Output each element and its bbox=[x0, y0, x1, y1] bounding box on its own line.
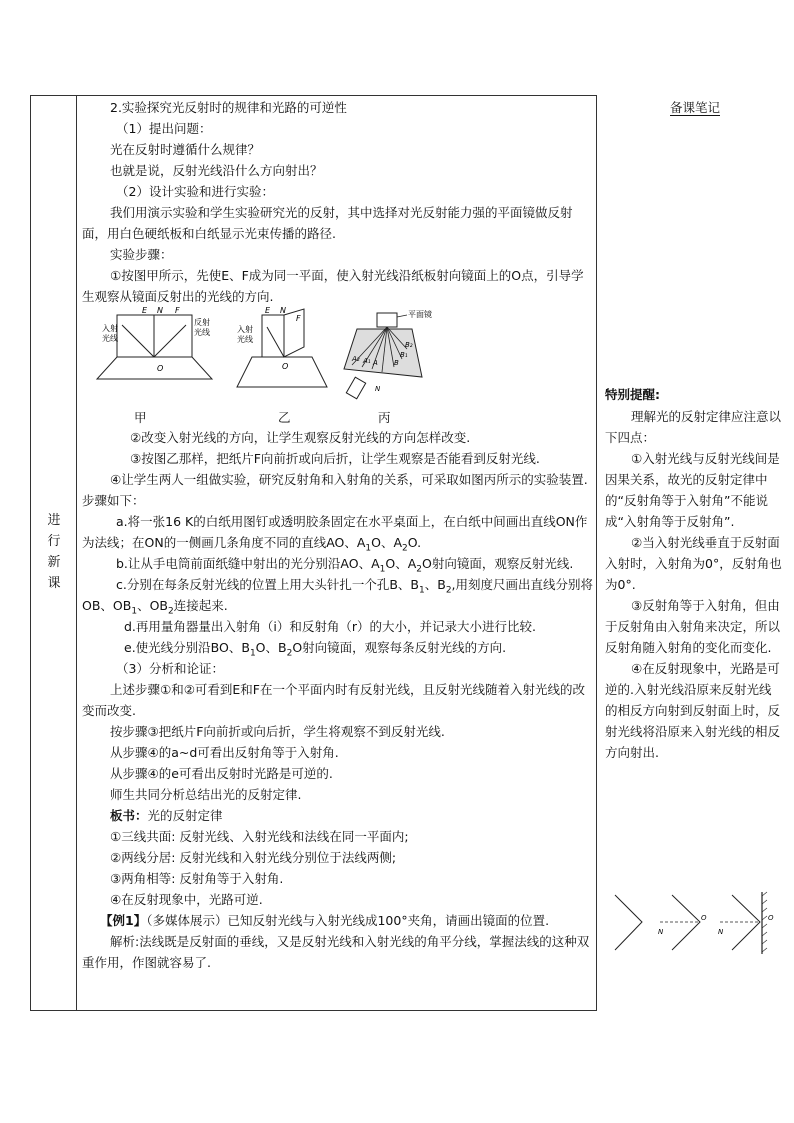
prep-notes-column bbox=[605, 97, 785, 118]
label-E: E bbox=[142, 307, 148, 315]
board-writing: 板书：光的反射定律 bbox=[110, 808, 223, 823]
label-E-2: E bbox=[265, 307, 271, 315]
heading: 2.实验探究光反射时的规律和光路的可逆性 bbox=[110, 100, 347, 115]
tip-1: ①入射光线与反射光线间是因果关系，故光的反射定律中的“反射角等于入射角”不能说成“入射角等于反射角”. bbox=[605, 451, 780, 529]
law-4: ④在反射现象中，光路可逆. bbox=[110, 892, 263, 907]
label-F-2: F bbox=[296, 314, 301, 323]
table-left-border bbox=[30, 95, 31, 1010]
table-right-border bbox=[596, 95, 597, 1010]
figure-labels bbox=[82, 407, 595, 427]
label-in-light-b2: 光线 bbox=[237, 335, 253, 344]
law-1: ①三线共面: 反射光线、入射光线和法线在同一平面内; bbox=[110, 829, 409, 844]
label-B2: B₂ bbox=[405, 341, 413, 349]
tips-title: 特别提醒: bbox=[605, 387, 660, 402]
analysis-1: 上述步骤①和②可看到E和F在一个平面内时有反射光线，且反射光线随着入射光线的改变而改变. bbox=[82, 682, 586, 718]
label-in-light-2: 光线 bbox=[102, 334, 118, 343]
question-1: 光在反射时遵循什么规律？ bbox=[110, 142, 261, 157]
label-ref-light: 反射 bbox=[194, 318, 210, 327]
figure-label-bing: 丙 bbox=[378, 410, 391, 425]
law-3: ③两角相等: 反射角等于入射角. bbox=[110, 871, 284, 886]
figure-label-yi: 乙 bbox=[278, 410, 291, 425]
tip-intro: 理解光的反射定律应注意以下四点： bbox=[605, 409, 782, 445]
figure-label-jia: 甲 bbox=[134, 410, 147, 425]
experiment-diagram bbox=[82, 307, 595, 407]
label-N-2: N bbox=[280, 307, 286, 315]
table-top-border bbox=[30, 95, 597, 96]
experiment-figures bbox=[82, 307, 595, 407]
table-column-divider bbox=[76, 95, 77, 1010]
step-4c: c.分别在每条反射光线的位置上用大头针扎一个孔B、$B_1$、$B_2$,用刻度尺画出直线分别将OB、$OB_1$、$OB_2$连接起来. bbox=[82, 577, 594, 617]
section-2-title: （2）设计实验和进行实验： bbox=[116, 184, 274, 199]
step-2: ②改变入射光线的方向，让学生观察反射光线的方向怎样改变. bbox=[130, 430, 471, 445]
label-A2: A₂ bbox=[352, 355, 360, 363]
section-3-title: （3）分析和论证： bbox=[116, 661, 224, 676]
diagram-step-3 bbox=[718, 892, 774, 954]
analysis-2: 按步骤③把纸片F向前折或向后折，学生将观察不到反射光线. bbox=[110, 724, 445, 739]
label-O-right-1: O bbox=[701, 914, 707, 922]
figure-yi bbox=[237, 307, 327, 387]
figure-bing bbox=[344, 309, 432, 399]
label-O-2: O bbox=[282, 362, 289, 371]
figure-jia bbox=[97, 307, 212, 379]
step-4: ④让学生两人一组做实验，研究反射角和入射角的关系，可采取如图丙所示的实验装置.步骤如下： bbox=[82, 472, 588, 508]
label-mirror: 平面镜 bbox=[408, 310, 432, 319]
label-A: A bbox=[373, 359, 378, 367]
label-N-3: N bbox=[375, 385, 381, 393]
section-label: 进 行 新 课 bbox=[47, 513, 61, 591]
analysis-3: 从步骤④的a~d可看出反射角等于入射角. bbox=[110, 745, 339, 760]
step-4e: e.使光线分别沿BO、$B_1O$、$B_2O$射向镜面，观察每条反射光线的方向. bbox=[124, 640, 507, 659]
tips-content bbox=[605, 406, 783, 763]
label-B: B bbox=[394, 359, 399, 367]
analysis-4: 从步骤④的e可看出反射时光路是可逆的. bbox=[110, 766, 333, 781]
tip-4: ④在反射现象中，光路是可逆的.入射光线沿原来反射光线的相反方向射到反射面上时，反射光线将沿原来入射光线的相反方向射出. bbox=[605, 661, 781, 760]
law-2: ②两线分居: 反射光线和入射光线分别位于法线两侧; bbox=[110, 850, 397, 865]
diagram-step-1 bbox=[615, 895, 642, 950]
label-N-right-2: N bbox=[718, 928, 724, 936]
solution: 解析:法线既是反射面的垂线，又是反射光线和入射光线的角平分线，掌握法线的这种双重作用，作图就容易了. bbox=[82, 934, 590, 970]
diagram-step-2 bbox=[658, 895, 707, 950]
label-F: F bbox=[175, 307, 180, 315]
label-O-right-2: O bbox=[768, 914, 774, 922]
table-bottom-border bbox=[30, 1010, 597, 1011]
label-A1: A₁ bbox=[363, 357, 371, 365]
main-content bbox=[82, 97, 595, 973]
label-in-light: 入射 bbox=[102, 324, 118, 333]
steps-title: 实验步骤： bbox=[110, 247, 173, 262]
step-4a: a.将一张16 K的白纸用图钉或透明胶条固定在水平桌面上，在白纸中间画出直线ON作为法线；在ON的一侧画几条角度不同的直线AO、$A_1O$、$A_2O$. bbox=[82, 514, 588, 554]
label-in-light-b: 入射 bbox=[237, 325, 253, 334]
label-B1: B₁ bbox=[400, 351, 408, 359]
label-O: O bbox=[157, 364, 164, 373]
step-4d: d.再用量角器量出入射角（i）和反射角（r）的大小，并记录大小进行比较. bbox=[124, 619, 536, 634]
example-1: 【例1】（多媒体展示）已知反射光线与入射光线成100°夹角，请画出镜面的位置. bbox=[100, 913, 550, 928]
tip-2: ②当入射光线垂直于反射面入射时，入射角为0°，反射角也为0°. bbox=[605, 535, 782, 592]
label-ref-light-2: 光线 bbox=[194, 328, 210, 337]
prep-notes-title: 备课笔记 bbox=[669, 100, 720, 115]
label-N: N bbox=[157, 307, 163, 315]
tip-3: ③反射角等于入射角，但由于反射角由入射角来决定，所以反射角随入射角的变化而变化. bbox=[605, 598, 781, 655]
step-1: ①按图甲所示，先使E、F成为同一平面，使入射光线沿纸板射向镜面上的O点，引导学生观察从镜面反射出的光线的方向. bbox=[82, 268, 584, 304]
section-1-title: （1）提出问题： bbox=[116, 121, 212, 136]
paragraph-1: 我们用演示实验和学生实验研究光的反射，其中选择对光反射能力强的平面镜做反射面，用白色硬纸板和白纸显示光束传播的路径. bbox=[82, 205, 573, 241]
label-N-right-1: N bbox=[658, 928, 664, 936]
analysis-5: 师生共同分析总结出光的反射定律. bbox=[110, 787, 302, 802]
mirror-angle-diagram bbox=[610, 890, 785, 960]
step-3: ③按图乙那样，把纸片F向前折或向后折，让学生观察是否能看到反射光线. bbox=[130, 451, 540, 466]
question-2: 也就是说，反射光线沿什么方向射出？ bbox=[110, 163, 323, 178]
step-4b: b.让从手电筒前面纸缝中射出的光分别沿AO、$A_1O$、$A_2O$射向镜面，观察反射光线. bbox=[116, 556, 574, 575]
